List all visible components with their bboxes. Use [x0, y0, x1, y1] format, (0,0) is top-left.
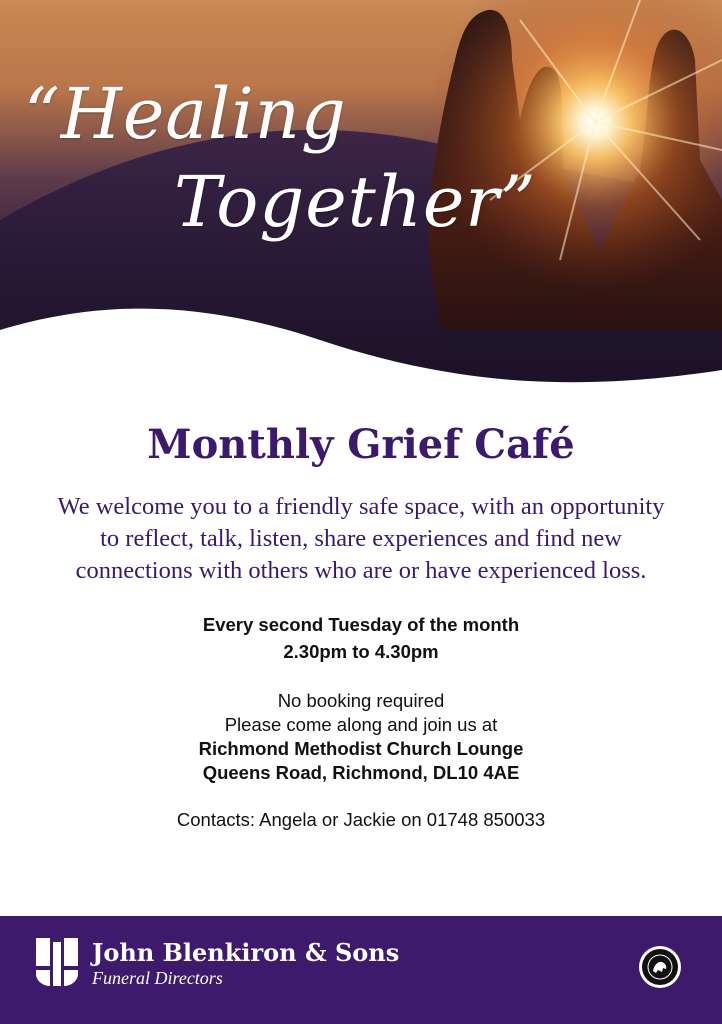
company-logo-icon — [34, 936, 80, 988]
schedule-day: Every second Tuesday of the month — [202, 614, 520, 635]
hero-title-line2: Together” — [174, 161, 537, 243]
company-subtitle: Funeral Directors — [92, 968, 223, 988]
schedule-time: 2.30pm to 4.30pm — [283, 641, 439, 662]
intro-paragraph: We welcome you to a friendly safe space, with an opportunity to reflect, talk, listen, share experiences and find new connections with others who are or have experienced loss. — [57, 493, 665, 584]
venue-info — [0, 689, 722, 785]
hero-banner — [0, 0, 722, 400]
page-title: Monthly Grief Café — [147, 421, 575, 468]
venue-address: Queens Road, Richmond, DL10 4AE — [202, 762, 520, 783]
company-block — [92, 938, 399, 988]
hero-title — [24, 70, 537, 246]
venue-name: Richmond Methodist Church Lounge — [198, 738, 524, 759]
footer-bar — [0, 916, 722, 1024]
invite-text: Please come along and join us at — [224, 714, 498, 735]
booking-note: No booking required — [277, 690, 445, 711]
company-name: John Blenkiron & Sons — [92, 938, 400, 967]
hero-title-line1: “Healing — [24, 73, 347, 155]
schedule — [0, 611, 722, 665]
association-seal-icon — [638, 945, 682, 989]
main-content — [0, 415, 722, 832]
contact-line: Contacts: Angela or Jackie on 01748 850033 — [176, 809, 546, 830]
